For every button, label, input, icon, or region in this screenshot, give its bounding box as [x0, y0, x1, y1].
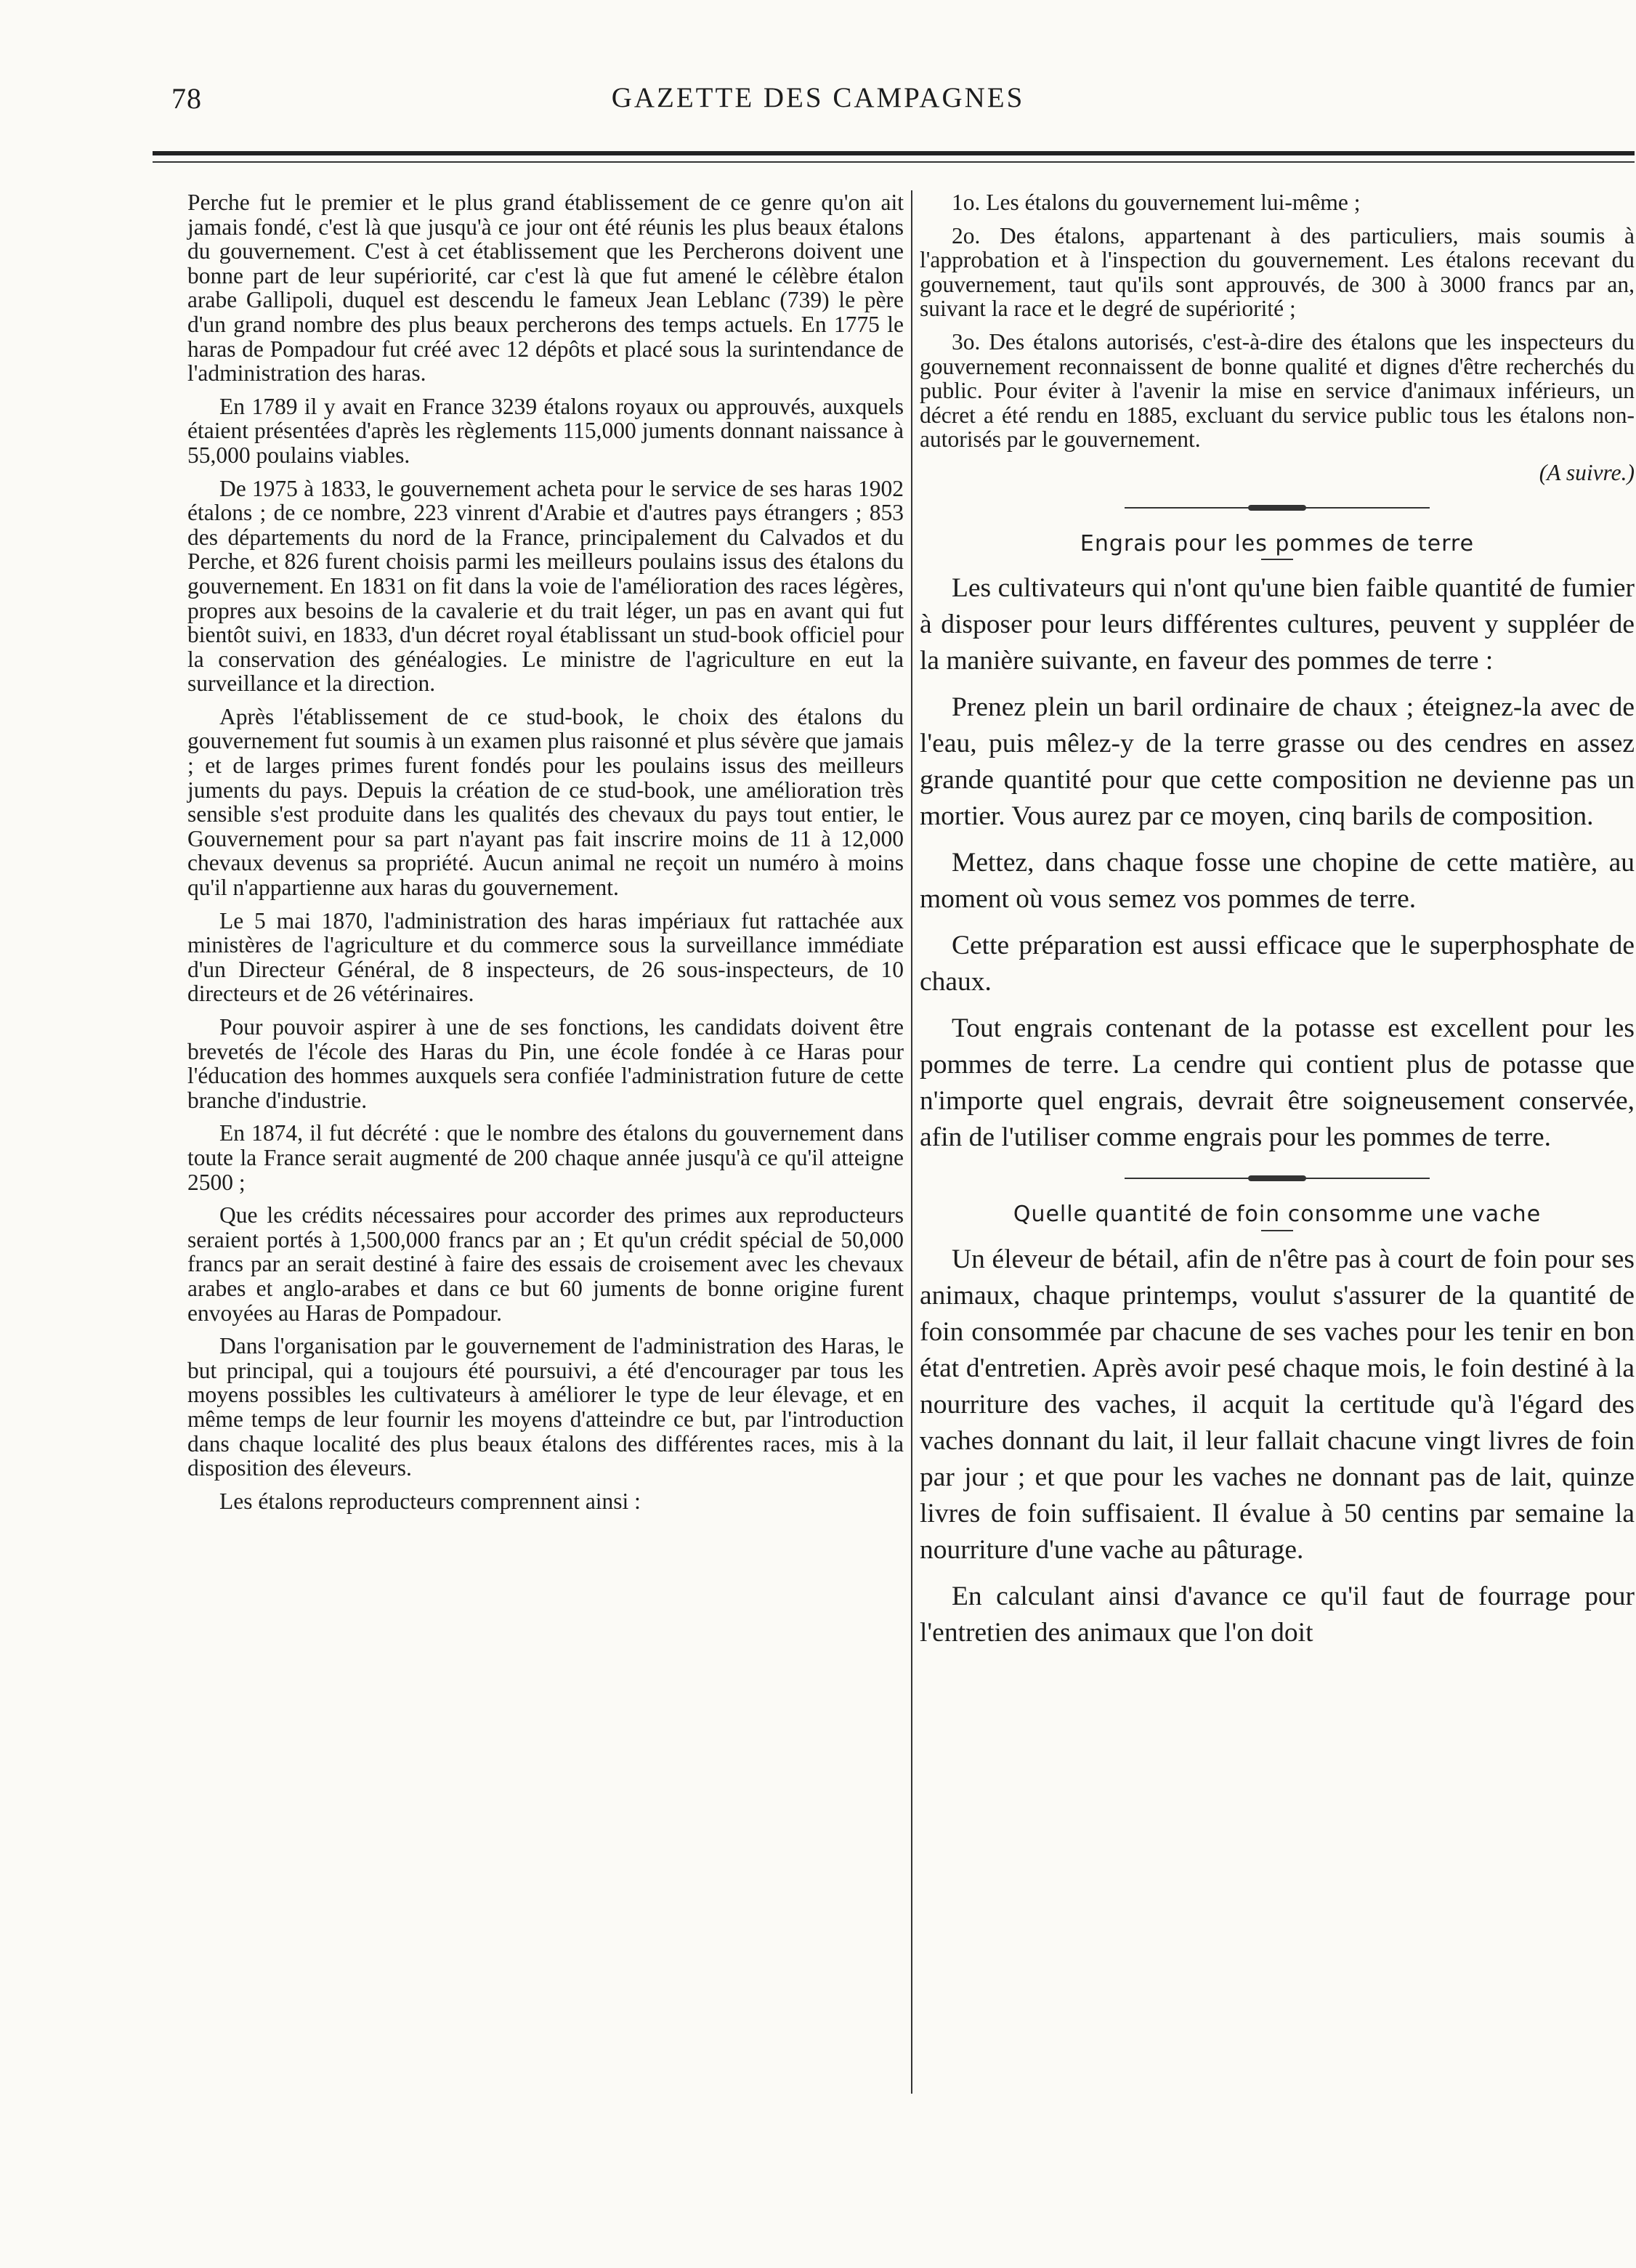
paragraph: Dans l'organisation par le gouvernement de l'administration des Haras, le but principal, qui a toujours été poursuivi, a été d'encourager par tous les moyens possibles les cultivateurs à améliorer le type de leur élevage, et en même temps de leur fournir les moyens d'atteindre ce but, par l'introduction dans chaque localité des plus beaux étalons des différentes races, mis à la disposition des éleveurs. [187, 1333, 904, 1481]
paragraph: Que les crédits nécessaires pour accorder des primes aux reproducteurs seraient portés à 1,500,000 francs par an ; Et qu'un crédit spécial de 50,000 francs par an serait destiné à faire des essais de croisement avec les chevaux arabes et anglo-arabes et dans ce but 60 juments de bonne origine furent envoyées au Haras de Pompadour. [187, 1202, 904, 1326]
article-foin [920, 1242, 1635, 1651]
list-item: 3o. Des étalons autorisés, c'est-à-dire des étalons que les inspecteurs du gouvernement reconnaissent de bonne qualité et dignes d'être recherchés du public. Pour éviter à l'avenir la mise en service d'animaux inférieurs, un décret a été rendu en 1885, excluant du service public tous les étalons non-autorisés par le gouvernement. [920, 328, 1635, 453]
running-title: GAZETTE DES CAMPAGNES [611, 82, 1025, 113]
right-column [920, 190, 1635, 1661]
header-rule-thin [153, 161, 1635, 163]
article-engrais [920, 570, 1635, 1156]
section-title-foin: Quelle quantité de foin consomme une vache [1013, 1202, 1542, 1228]
header-rule [153, 151, 1635, 155]
paragraph: Prenez plein un baril ordinaire de chaux ; éteignez-la avec de l'eau, puis mêlez-y de la terre grasse ou des cendres en assez grande quantité pour que cette composition ne devienne pas un mortier. Vous aurez par ce moyen, cinq barils de composition. [920, 692, 1635, 832]
paragraph: En 1874, il fut décrété : que le nombre des étalons du gouvernement dans toute la France serait augmenté de 200 chaque année jusqu'à ce qu'il atteigne 2500 ; [187, 1120, 904, 1195]
paragraph: Cette préparation est aussi efficace que le superphosphate de chaux. [920, 931, 1635, 997]
page-number: 78 [171, 82, 202, 115]
title-dash [1261, 559, 1293, 560]
paragraph: En calculant ainsi d'avance ce qu'il faut de fourrage pour l'entretien des animaux que l'on doit [920, 1581, 1635, 1648]
paragraph: Après l'établissement de ce stud-book, le choix des étalons du gouvernement fut soumis à un examen plus raisonné et plus sévère que jamais ; et de larges primes furent fondés pour les poulains issus des meilleurs juments du pays. Depuis la création de ce stud-book, une amélioration très sensible s'est produite dans les qualités des chevaux du pays tout entier, le Gouvernement pour sa part n'ayant pas fait inscrire moins de 11 à 12,000 chevaux devenus sa propriété. Aucun animal ne reçoit un numéro à moins qu'il n'appartienne aux haras du gouvernement. [187, 703, 904, 901]
page-header [0, 0, 1636, 174]
ornamental-separator [1125, 1175, 1430, 1182]
paragraph: Un éleveur de bétail, afin de n'être pas à court de foin pour ses animaux, chaque printemps, voulut s'assurer de la quantité de foin consommée par chacune de ses vaches pour les tenir en bon état d'entretien. Après avoir pesé chaque mois, le foin destiné à la nourriture des vaches, il acquit la certitude qu'à l'égard des vaches donnant du lait, il leur fallait chacune vingt livres de foin par jour ; et que pour les vaches ne donnant pas de lait, quinze livres de foin suffisaient. Il évalue à 50 centins par semaine la nourriture d'une vache au pâturage. [920, 1244, 1635, 1565]
to-be-continued: (A suivre.) [1539, 459, 1635, 485]
stallion-list [920, 190, 1635, 485]
left-column [187, 190, 904, 1522]
paragraph: En 1789 il y avait en France 3239 étalons royaux ou approuvés, auxquels étaient présentées d'après les règlements 115,000 juments donnant naissance à 55,000 poulains viables. [187, 393, 904, 468]
paragraph: Les étalons reproducteurs comprennent ainsi : [219, 1488, 641, 1514]
section-title-engrais: Engrais pour les pommes de terre [1080, 530, 1475, 556]
paragraph: Les cultivateurs qui n'ont qu'une bien faible quantité de fumier à disposer pour leurs différentes cultures, peuvent y suppléer de la manière suivante, en faveur des pommes de terre : [920, 573, 1635, 676]
paragraph: Le 5 mai 1870, l'administration des haras impériaux fut rattachée aux ministères de l'agriculture et du commerce sous la surveillance immédiate d'un Directeur Général, de 8 inspecteurs, de 26 sous-inspecteurs, de 10 directeurs et de 26 vétérinaires. [187, 907, 904, 1007]
paragraph: Pour pouvoir aspirer à une de ses fonctions, les candidats doivent être brevetés de l'école des Haras du Pin, une école fondée à ce Haras pour l'éducation des hommes auxquels sera confiée l'administration future de cette branche d'industrie. [187, 1014, 904, 1113]
ornamental-separator [1125, 504, 1430, 511]
list-item: 2o. Des étalons, appartenant à des particuliers, mais soumis à l'approbation et à l'inspection du gouvernement. Les étalons recevant du gouvernement, taut qu'ils sont approuvés, de 300 à 3000 francs par an, suivant la race et le degré de supériorité ; [920, 222, 1635, 322]
list-item: 1o. Les étalons du gouvernement lui-même ; [952, 190, 1361, 215]
paragraph: Mettez, dans chaque fosse une chopine de cette matière, au moment où vous semez vos pommes de terre. [920, 848, 1635, 915]
paragraph: Perche fut le premier et le plus grand établissement de ce genre qu'on ait jamais fondé, c'est là que jusqu'à ce jour ont été réunis les plus beaux étalons du gouvernement. C'est à cet établissement que les Percherons doivent une bonne part de leur supériorité, car c'est là que fut amené le célèbre étalon arabe Gallipoli, duquel est descendu le fameux Jean Leblanc (739) le père d'un grand nombre des plus beaux percherons des temps actuels. En 1775 le haras de Pompadour fut créé avec 12 dépôts et placé sous la surintendance de l'administration des haras. [187, 190, 904, 386]
title-dash [1261, 1230, 1293, 1231]
column-divider [911, 190, 912, 2094]
paragraph: Tout engrais contenant de la potasse est excellent pour les pommes de terre. La cendre qui contient plus de potasse que n'importe quel engrais, devrait être soigneusement conservée, afin de l'utiliser comme engrais pour les pommes de terre. [920, 1013, 1635, 1153]
paragraph: De 1975 à 1833, le gouvernement acheta pour le service de ses haras 1902 étalons ; de ce nombre, 223 vinrent d'Arabie et d'autres pays étrangers ; 853 des départements du nord de la France, principalement du Calvados et du Perche, et 826 furent choisis parmi les meilleurs poulains issus des étalons du gouvernement. En 1831 on fit dans la voie de l'amélioration des races légères, propres aux besoins de la cavalerie et du trait léger, un pas en avant qui fut bientôt suivi, en 1833, d'un décret royal établissant un stud-book officiel pour la conservation des généalogies. Le ministre de l'agriculture en eut la surveillance et la direction. [187, 475, 904, 697]
